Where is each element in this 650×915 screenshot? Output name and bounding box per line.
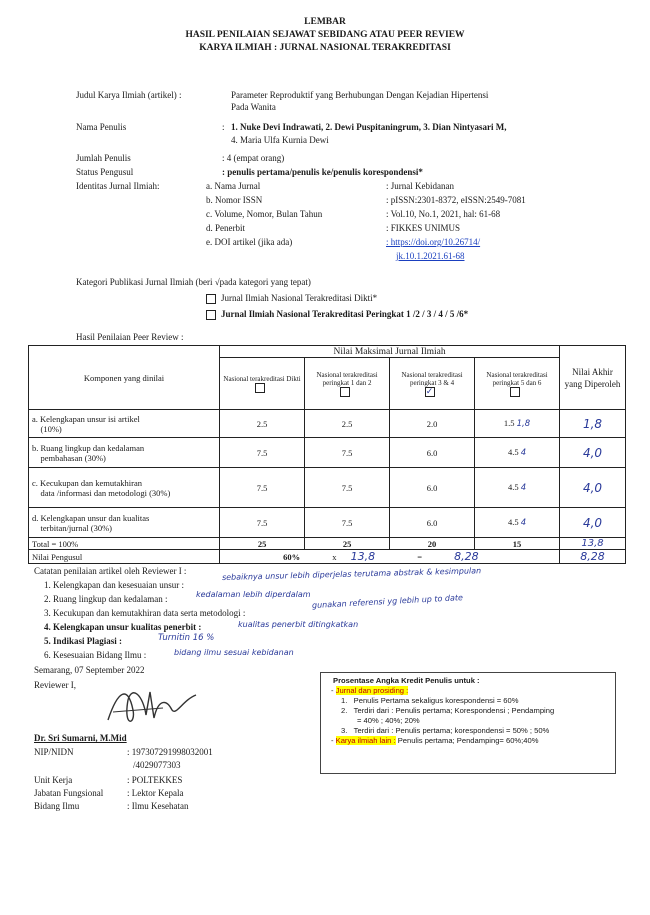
- catatan-1: 1. Kelengkapan dan kesesuaian unsur :: [44, 580, 184, 590]
- score-table: [28, 345, 626, 564]
- row-label: d. Kelengkapan unsur dan kualitas terbitan/jurnal (30%): [29, 508, 220, 538]
- catatan-3: 3. Kecukupan dan kemutakhiran data serta metodologi :: [44, 608, 246, 618]
- catatan-2-handwritten: kedalaman lebih diperdalam: [196, 590, 311, 599]
- jabatan-value: : Lektor Kepala: [127, 788, 184, 798]
- volume-label: c. Volume, Nomor, Bulan Tahun: [206, 209, 323, 219]
- doi-label: e. DOI artikel (jika ada): [206, 237, 293, 247]
- nilai-akhir-value: 4,0: [560, 438, 626, 468]
- identitas-label: Identitas Jurnal Ilmiah:: [76, 181, 160, 191]
- judul-value-2: Pada Wanita: [231, 102, 276, 112]
- catatan-2: 2. Ruang lingkup dan kedalaman :: [44, 594, 168, 604]
- checkbox-icon: [206, 294, 216, 304]
- checkbox-icon: [255, 383, 265, 393]
- table-row: a. Kelengkapan unsur isi artikel (10%) 2.5 2.5 2.0 1.5 1,8 1,8: [29, 410, 626, 438]
- reviewer-name: Dr. Sri Sumarni, M.Mid: [34, 733, 127, 743]
- header-dikti: Nasional terakreditasi Dikti: [220, 358, 305, 410]
- header-nilai-akhir: Nilai Akhir yang Diperoleh: [560, 346, 626, 410]
- handwritten-mark: 4: [520, 483, 527, 493]
- hasil-label: Hasil Penilaian Peer Review :: [76, 332, 184, 342]
- reviewer-label: Reviewer I,: [34, 680, 76, 690]
- row-label: c. Kecukupan dan kemutakhiran data /informasi dan metodologi (30%): [29, 468, 220, 508]
- kredit-box: Prosentase Angka Kredit Penulis untuk : - Jurnal dan prosiding : 1. Penulis Pertama sekaligus korespondensi = 60% 2. Terdiri dari : Penulis pertama; Korespondensi ; Pendamping = 40% ; 40%; 20% 3. Terdiri dari : Penulis pertama; korespondensi = 50% ; 50% - Karya ilmiah lain : Penulis pertama; Pendamping= 60%;40%: [320, 672, 616, 774]
- row-label: b. Ruang lingkup dan kedalaman pembahasan (30%): [29, 438, 220, 468]
- catatan-5-handwritten: Turnitin 16 %: [158, 633, 215, 643]
- total-akhir-value: 13,8: [560, 538, 626, 550]
- doi-link[interactable]: : https://doi.org/10.26714/: [386, 237, 481, 247]
- catatan-3-handwritten: gunakan referensi yg lebih up to date: [311, 593, 464, 610]
- catatan-4: 4. Kelengkapan unsur kualitas penerbit :: [44, 622, 202, 632]
- nilai-akhir-value: 4,0: [560, 468, 626, 508]
- total-row: Total = 100% 25 25 20 15 13,8: [29, 538, 626, 550]
- status-label: Status Pengusul: [76, 167, 134, 177]
- nilai-akhir-value: 1,8: [560, 410, 626, 438]
- jurnal-prosiding-label: Jurnal dan prosiding :: [335, 686, 409, 695]
- status-value: : penulis pertama/penulis ke/penulis korespondensi*: [222, 167, 423, 177]
- penerbit-label: d. Penerbit: [206, 223, 245, 233]
- place-date: Semarang, 07 September 2022: [34, 665, 145, 675]
- jurnal-nama-label: a. Nama Jurnal: [206, 181, 261, 191]
- kredit-item-1: Penulis Pertama sekaligus korespondensi = 60%: [353, 696, 519, 705]
- signature-image: [88, 680, 208, 735]
- kategori-label: Kategori Publikasi Jurnal Ilmiah (beri √pada kategori yang tepat): [76, 277, 311, 287]
- header-peringkat-1-2: Nasional terakreditasi peringkat 1 dan 2: [305, 358, 390, 410]
- catatan-5: 5. Indikasi Plagiasi :: [44, 636, 123, 646]
- bidang-value: : Ilmu Kesehatan: [127, 801, 189, 811]
- catatan-label: Catatan penilaian artikel oleh Reviewer I :: [34, 566, 187, 576]
- jabatan-label: Jabatan Fungsional: [34, 788, 104, 798]
- checkbox-icon: [510, 387, 520, 397]
- issn-value: : pISSN:2301-8372, eISSN:2549-7081: [386, 195, 526, 205]
- table-row: b. Ruang lingkup dan kedalaman pembahasan (30%) 7.5 7.5 6.0 4.5 4 4,0: [29, 438, 626, 468]
- handwritten-mark: 4: [520, 518, 527, 528]
- bidang-label: Bidang Ilmu: [34, 801, 80, 811]
- kredit-item-2b: = 40% ; 40%; 20%: [357, 716, 420, 725]
- nip-value: : 197307291998032001: [127, 747, 213, 757]
- doi-link-2[interactable]: jk.10.1.2021.61-68: [396, 251, 465, 261]
- nip-value-2: /4029077303: [133, 760, 181, 770]
- kategori-option-dikti[interactable]: Jurnal Ilmiah Nasional Terakreditasi Dikti*: [206, 293, 377, 304]
- issn-label: b. Nomor ISSN: [206, 195, 263, 205]
- handwritten-mark: 4: [520, 448, 527, 458]
- table-row: c. Kecukupan dan kemutakhiran data /informasi dan metodologi (30%) 7.5 7.5 6.0 4.5 4 4,0: [29, 468, 626, 508]
- row-label: a. Kelengkapan unsur isi artikel (10%): [29, 410, 220, 438]
- penulis-label: Nama Penulis: [76, 122, 127, 132]
- catatan-6-handwritten: bidang ilmu sesuai kebidanan: [174, 648, 294, 657]
- kredit-item-2: Terdiri dari : Penulis pertama; Korespondensi ; Pendamping: [353, 706, 555, 715]
- penerbit-value: : FIKKES UNIMUS: [386, 223, 461, 233]
- table-row: d. Kelengkapan unsur dan kualitas terbitan/jurnal (30%) 7.5 7.5 6.0 4.5 4 4,0: [29, 508, 626, 538]
- catatan-4-handwritten: kualitas penerbit ditingkatkan: [238, 620, 359, 629]
- checkbox-icon: [206, 310, 216, 320]
- jumlah-label: Jumlah Penulis: [76, 153, 131, 163]
- header-peringkat-3-4: Nasional terakreditasi peringkat 3 & 4 ✓: [390, 358, 475, 410]
- header-peringkat-5-6: Nasional terakreditasi peringkat 5 dan 6: [475, 358, 560, 410]
- catatan-6: 6. Kesesuaian Bidang Ilmu :: [44, 650, 147, 660]
- checkmark-icon: ✓: [425, 385, 434, 396]
- pengusul-row: Nilai Pengusul 60% x 13,8 = 8,28 8,28: [29, 550, 626, 564]
- pengusul-result: 8,28: [454, 550, 479, 563]
- doc-subtitle: HASIL PENILAIAN SEJAWAT SEBIDANG ATAU PEER REVIEW: [185, 30, 465, 40]
- doc-subtitle-2: KARYA ILMIAH : JURNAL NASIONAL TERAKREDITASI: [199, 43, 451, 53]
- karya-lain-text: Penulis pertama; Pendamping= 60%;40%: [395, 736, 539, 745]
- penulis-value-2: 4. Maria Ulfa Kurnia Dewi: [231, 135, 329, 145]
- judul-value: Parameter Reproduktif yang Berhubungan Dengan Kejadian Hipertensi: [231, 90, 489, 100]
- kategori-option-peringkat[interactable]: Jurnal Ilmiah Nasional Terakreditasi Peringkat 1 /2 / 3 / 4 / 5 /6*: [206, 309, 468, 320]
- doc-title: LEMBAR: [304, 17, 346, 27]
- unit-label: Unit Kerja: [34, 775, 73, 785]
- judul-label: Judul Karya Ilmiah (artikel) :: [76, 90, 182, 100]
- header-nilai-maksimal: Nilai Maksimal Jurnal Ilmiah: [220, 346, 560, 358]
- kredit-item-3: Terdiri dari : Penulis pertama; korespondensi = 50% ; 50%: [353, 726, 550, 735]
- kredit-title: Prosentase Angka Kredit Penulis untuk :: [333, 676, 480, 685]
- pengusul-handwritten: 13,8: [350, 550, 376, 563]
- karya-lain-label: Karya ilmiah lain :: [335, 736, 396, 745]
- unit-value: : POLTEKKES: [127, 775, 183, 785]
- jumlah-value: : 4 (empat orang): [222, 153, 285, 163]
- catatan-1-handwritten: sebaiknya unsur lebih diperjelas terutama abstrak & kesimpulan: [221, 566, 482, 582]
- volume-value: : Vol.10, No.1, 2021, hal: 61-68: [386, 209, 501, 219]
- jurnal-nama-value: : Jurnal Kebidanan: [386, 181, 454, 191]
- nilai-akhir-value: 4,0: [560, 508, 626, 538]
- header-komponen: Komponen yang dinilai: [29, 346, 220, 410]
- penulis-value: 1. Nuke Devi Indrawati, 2. Dewi Puspitaningrum, 3. Dian Nintyasari M,: [231, 122, 507, 132]
- handwritten-mark: 1,8: [516, 419, 531, 429]
- nip-label: NIP/NIDN: [34, 747, 74, 757]
- checkbox-icon: [340, 387, 350, 397]
- pengusul-akhir-value: 8,28: [560, 550, 626, 564]
